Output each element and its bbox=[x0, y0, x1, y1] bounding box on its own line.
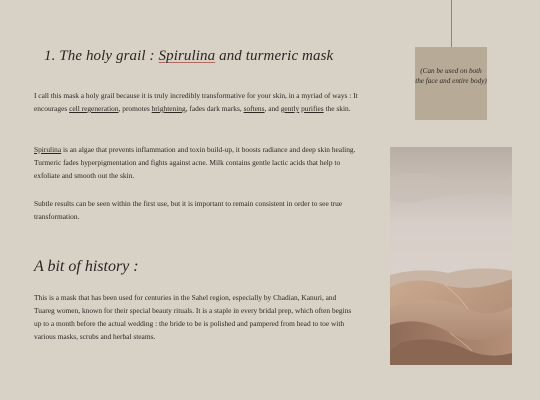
link-spirulina[interactable]: Spirulina bbox=[34, 145, 62, 154]
title-suffix: and turmeric mask bbox=[215, 48, 334, 64]
ingredients-paragraph bbox=[34, 143, 364, 182]
intro-paragraph bbox=[34, 89, 364, 115]
text-run: , promotes bbox=[118, 104, 152, 113]
section-title-history: A bit of history : bbox=[34, 258, 139, 275]
link-cell-regeneration[interactable]: cell regeneration bbox=[69, 104, 119, 113]
link-softens[interactable]: softens bbox=[243, 104, 265, 113]
desert-dunes-image bbox=[390, 147, 512, 365]
text-run: , and bbox=[264, 104, 281, 113]
link-brightening[interactable]: brightening bbox=[151, 104, 186, 113]
results-paragraph: Subtle results can be seen within the first use, but it is important to remain consistent in order to see true transformation. bbox=[34, 199, 343, 221]
desert-dunes-photo bbox=[390, 147, 512, 365]
history-paragraph: This is a mask that has been used for centuries in the Sahel region, especially by Chadian, Kanuri, and Tuareg women, known for their special beauty rituals. It is a staple in every bridal prep, which often begins up to a month before the actual wedding : the bride to be is polished and pampered from head to toe with various masks, scrubs and herbal steams. bbox=[34, 293, 352, 341]
text-run: the skin. bbox=[323, 104, 351, 113]
text-run: I call this mask a holy grail because it is truly incredibly transformative for your skin, in a myriad of ways : It encourages bbox=[34, 91, 358, 113]
tag-string-line bbox=[451, 0, 452, 54]
usage-note-card bbox=[415, 47, 487, 120]
text-run: is an algae that prevents inflammation and toxin build-up, it boosts radiance and deep skin healing. Turmeric fades hyperpigmentation and fights against acne. Milk contains gentle lactic acids that help to exfoliate and smooth out the skin. bbox=[34, 145, 356, 180]
link-purifies[interactable]: purifies bbox=[301, 104, 324, 113]
section-title-holy-grail bbox=[44, 48, 333, 65]
title-highlight-spirulina: Spirulina bbox=[158, 48, 216, 64]
title-prefix: 1. The holy grail : bbox=[44, 48, 159, 64]
text-run: , fades dark marks, bbox=[185, 104, 244, 113]
link-gently[interactable]: gently bbox=[280, 104, 300, 113]
usage-note-text: (Can be used on both the face and entire body) bbox=[415, 67, 487, 85]
